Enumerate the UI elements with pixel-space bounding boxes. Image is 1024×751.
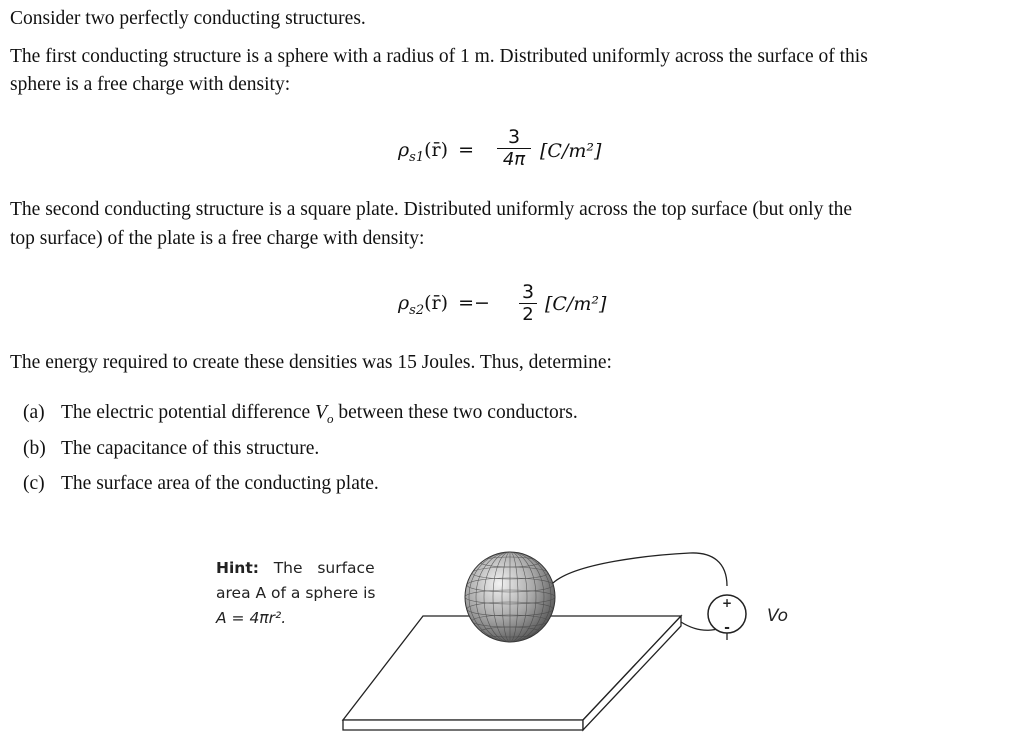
question-a-var-sub: o <box>327 410 334 426</box>
source-label: Vo <box>767 606 789 626</box>
question-b-label: (b) <box>23 438 46 459</box>
eq2-sub: s2 <box>409 302 425 318</box>
question-c-label: (c) <box>23 473 45 494</box>
intro-text: Consider two perfectly conducting structures. <box>10 8 366 29</box>
conducting-sphere <box>465 552 555 642</box>
source-plus: + <box>721 596 733 610</box>
eq2-arg: (r̄) <box>424 292 449 314</box>
eq1-equals: = <box>458 139 475 161</box>
question-a-text-before: The electric potential difference <box>61 402 316 423</box>
eq2-denominator: 2 <box>522 304 534 325</box>
hint-label: Hint: <box>216 559 259 577</box>
question-c-text: The surface area of the conducting plate. <box>61 473 379 494</box>
eq2-units: [C/m²] <box>545 293 607 315</box>
eq1-units: [C/m²] <box>540 140 602 162</box>
eq2-equals: =− <box>458 292 490 314</box>
eq1-sub: s1 <box>409 149 425 165</box>
eq1-arg: (r̄) <box>424 139 449 161</box>
paragraph-2-line-1: The second conducting structure is a square plate. Distributed uniformly across the top surface (but only the <box>10 199 853 220</box>
hint-line-1: The surface <box>273 559 375 577</box>
source-minus: - <box>724 620 730 636</box>
question-a-var: V <box>315 402 328 423</box>
hint-line-2: area A of a sphere is <box>216 584 376 602</box>
question-a-label: (a) <box>23 402 45 423</box>
wire-top <box>553 553 727 586</box>
energy-text: The energy required to create these densities was 15 Joules. Thus, determine: <box>10 352 612 373</box>
paragraph-2-line-2: top surface) of the plate is a free charge with density: <box>10 228 425 249</box>
eq2-numerator: 3 <box>521 281 535 303</box>
eq2-rho: ρ <box>398 292 410 314</box>
paragraph-1-line-2: sphere is a free charge with density: <box>10 74 291 95</box>
question-b-text: The capacitance of this structure. <box>61 438 320 459</box>
paragraph-1-line-1: The first conducting structure is a sphere with a radius of 1 m. Distributed uniformly across the surface of this <box>10 46 868 67</box>
eq1-numerator: 3 <box>507 126 521 148</box>
question-a-text-after: between these two conductors. <box>333 402 578 423</box>
eq1-rho: ρ <box>398 139 410 161</box>
hint-line-3: A = 4πr². <box>216 609 287 627</box>
eq1-denominator: 4π <box>502 149 526 170</box>
